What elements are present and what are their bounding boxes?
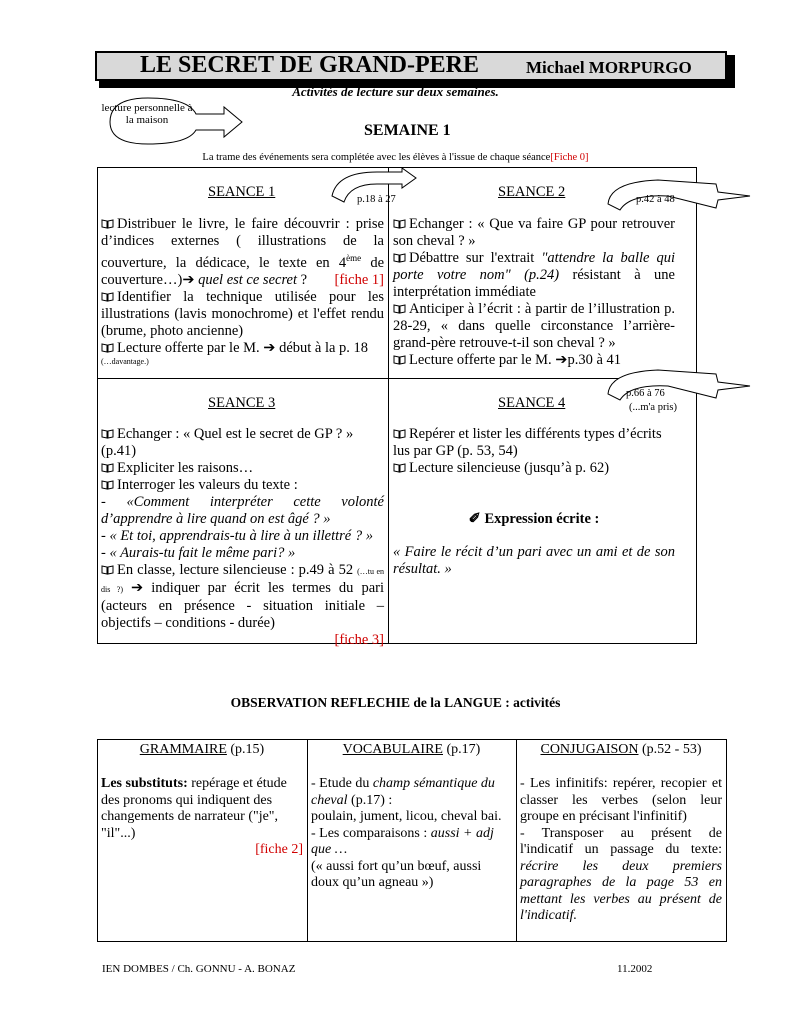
seance1-item-3: Lecture offerte par le M. ➔ début à la p. 18 [101, 340, 384, 357]
book-icon [101, 292, 114, 302]
seance4-item-1: Repérer et lister les différents types d’écrits lus par GP (p. 53, 54) [393, 426, 662, 459]
fiche2-ref: [fiche 2] [255, 842, 303, 857]
conjugaison-header: CONJUGAISON (p.52 - 53) [540, 742, 702, 757]
seance3-item-3: Interroger les valeurs du texte : [101, 477, 384, 494]
seance3-item-1: Echanger : « Quel est le secret de GP ? » (p.41) [101, 426, 354, 459]
book-icon [101, 429, 114, 439]
book-icon [393, 304, 406, 314]
table-divider-v [388, 167, 389, 644]
subtitle: Activités de lecture sur deux semaines. [292, 84, 499, 99]
seance4-content [393, 426, 675, 578]
fiche1-ref: [fiche 1] [334, 271, 384, 288]
lang-table-bottom [97, 941, 727, 942]
week-label: SEMAINE 1 [364, 122, 451, 139]
lang-table-left [97, 739, 98, 942]
seance2-item-3: Anticiper à l’écrit : à partir de l’illustration p. 28-29, « dans quelle circonstance l’arrière-grand-père retrouve-t-il son cheval ? » [393, 301, 675, 351]
seance1-title: SEANCE 1 [208, 184, 276, 200]
seance3-content [101, 426, 384, 649]
trame-ref: [Fiche 0] [550, 152, 589, 163]
seance1-item-1: Distribuer le livre, le faire découvrir : prise d’indices externes ( illustrations de la couverture, la dédicace, le texte en 4ème de couverture…)➔ quel est ce secret ? [fiche 1] [101, 216, 384, 288]
table-divider-h [97, 378, 697, 379]
trame-note [0, 152, 791, 163]
grammaire-header: GRAMMAIRE (p.15) [139, 742, 265, 757]
lang-table-top [97, 739, 727, 740]
seance4-title: SEANCE 4 [498, 395, 566, 411]
seance3-item-2: Expliciter les raisons… [101, 460, 384, 477]
grammaire-body: Les substituts: repérage et étude des pronoms qui indiquent des changements de narrateur ("je", "il"...) [fiche 2] [101, 776, 303, 857]
book-icon [101, 343, 114, 353]
book-icon [101, 463, 114, 473]
table-border-right [696, 167, 697, 644]
seance3-question-3: - « Aurais-tu fait le même pari? » [101, 545, 296, 561]
seance2-content [393, 216, 675, 369]
seance3-question-2: - « Et toi, apprendrais-tu à lire à un illettré ? » [101, 528, 373, 544]
expression-text: « Faire le récit d’un pari avec un ami et de son résultat. » [393, 544, 675, 577]
book-icon [101, 565, 114, 575]
seance3-question-1: - «Comment interpréter cette volonté d’apprendre à lire quand on est âgé ? » [101, 494, 384, 527]
pencil-icon: ✐ [468, 511, 481, 527]
lang-table-right [726, 739, 727, 942]
seance1-item-2: Identifier la technique utilisée pour les illustrations (lavis monochrome) et l'effet rendu (brume, photo ancienne) [101, 288, 384, 339]
table-border-left [97, 167, 98, 644]
book-icon [101, 219, 114, 229]
trame-text: La trame des événements sera complétée avec les élèves à l'issue de chaque séance [202, 152, 551, 163]
seance2-item-2: Débattre sur l'extrait "attendre la balle qui porte votre nom" (p.24) résistant à une interprétation immédiate [393, 250, 675, 300]
bubble-label: lecture personnelle à la maison [101, 102, 193, 126]
seance1-small-note: (…davantage.) [101, 356, 149, 366]
conjugaison-body: - Les infinitifs: repérer, recopier et classer les verbes (selon leur groupe en précisant l'infinitif) - Transposer au présent de l'indicatif un passage du texte: récrire les deux premiers paragraphes de la page 53 en mettant les verbes au présent de l'indicatif. [520, 776, 722, 923]
language-section-title: OBSERVATION REFLECHIE de la LANGUE : activités [230, 695, 561, 710]
pages-label-2: p.42 à 48 [636, 194, 675, 205]
book-icon [393, 355, 406, 365]
seance2-item-1: Echanger : « Que va faire GP pour retrouver son cheval ? » [393, 216, 675, 249]
book-icon [101, 480, 114, 490]
fiche3-ref: [fiche 3] [334, 632, 384, 648]
page-title: LE SECRET DE GRAND-PERE [140, 52, 479, 78]
book-icon [393, 219, 406, 229]
vocabulaire-body: - Etude du champ sémantique du cheval (p.17) : poulain, jument, licou, cheval bai. - Les comparaisons : aussi + adj que … (« aussi fort qu’un bœuf, aussi doux qu’un agneau ») [311, 776, 502, 890]
expression-heading: ✐ Expression écrite : [468, 511, 600, 527]
arrow-seance2-3-icon [608, 170, 758, 215]
pages-note-3: (...m'a pris) [629, 402, 677, 413]
book-icon [393, 463, 406, 473]
seance3-title: SEANCE 3 [208, 395, 276, 411]
author: Michael MORPURGO [526, 58, 692, 77]
seance2-item-4: Lecture offerte par le M. ➔p.30 à 41 [393, 352, 675, 369]
footer-date: 11.2002 [617, 963, 653, 975]
seance3-item-4: En classe, lecture silencieuse : p.49 à 52 (…tu en dis ?) ➔ indiquer par écrit les termes du pari (acteurs en présence - situation initiale – objectifs – conditions - durée) [101, 562, 384, 631]
pages-label-1: p.18 à 27 [357, 194, 396, 205]
seance4-item-2: Lecture silencieuse (jusqu’à p. 62) [393, 460, 675, 477]
pages-label-3: p.66 à 76 [626, 388, 665, 399]
vocabulaire-header: VOCABULAIRE (p.17) [342, 742, 481, 757]
lang-table-div1 [307, 739, 308, 942]
seance1-content [101, 216, 384, 367]
book-icon [393, 253, 406, 263]
footer-authors: IEN DOMBES / Ch. GONNU - A. BONAZ [102, 963, 296, 975]
lang-table-div2 [516, 739, 517, 942]
book-icon [393, 429, 406, 439]
seance2-title: SEANCE 2 [498, 184, 566, 200]
